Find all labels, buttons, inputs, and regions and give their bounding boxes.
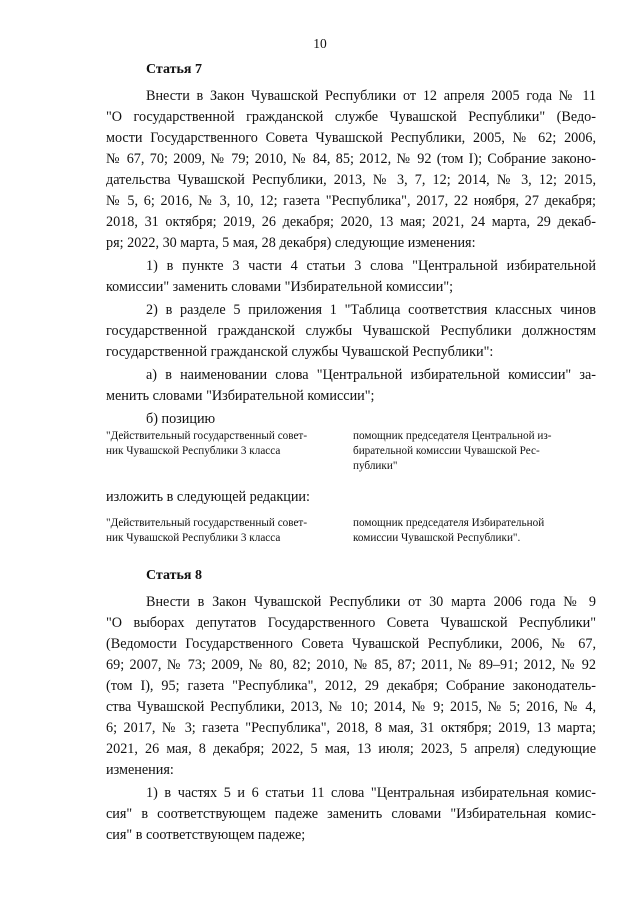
- paragraph-line: менить словами "Избирательной комиссии";: [106, 388, 375, 404]
- paragraph-line: мости Государственного Совета Чувашской Республики, 2005, № 62; 2006,: [106, 130, 596, 146]
- paragraph-line: комиссии" заменить словами "Избирательной комиссии";: [106, 279, 454, 295]
- paragraph-line: 2018, 31 октября; 2019, 26 декабря; 2020, 13 мая; 2021, 24 марта, 29 декаб-: [106, 214, 596, 230]
- paragraph-line: ства Чувашской Республики, 2013, № 10; 2014, № 9; 2015, № 5; 2016, № 4,: [106, 699, 596, 715]
- paragraph-line: дательства Чувашской Республики, 2013, № 3, 7, 12; 2014, № 3, 12; 2015,: [106, 172, 596, 188]
- paragraph-line: 1) в пункте 3 части 4 статьи 3 слова "Центральной избирательной: [146, 258, 596, 274]
- paragraph-line: (том I), 95; газета "Республика", 2012, 29 декабря; Собрание законодатель-: [106, 678, 596, 694]
- table-old-right: помощник председателя Центральной из- бирательной комиссии Чувашской Рес- публики": [353, 430, 552, 472]
- paragraph-line: "О выборах депутатов Государственного Совета Чувашской Республики": [106, 615, 596, 631]
- paragraph-line: государственной гражданской службы Чувашской Республики":: [106, 344, 494, 360]
- article-8-heading: Статья 8: [146, 568, 202, 583]
- paragraph-line: 2) в разделе 5 приложения 1 "Таблица соответствия классных чинов: [146, 302, 596, 318]
- paragraph-line: 69; 2007, № 73; 2009, № 80, 82; 2010, № 85, 87; 2011, № 89–91; 2012, № 92: [106, 657, 596, 673]
- paragraph-line: б) позицию: [146, 411, 216, 427]
- paragraph-line: 6; 2017, № 3; газета "Республика", 2018, 8 мая, 31 октября; 2019, 13 марта;: [106, 720, 596, 736]
- paragraph-line: (Ведомости Государственного Совета Чувашской Республики, 2006, № 67,: [106, 636, 596, 652]
- paragraph-line: изложить в следующей редакции:: [106, 489, 310, 505]
- paragraph-line: изменения:: [106, 762, 174, 778]
- paragraph-line: "О государственной гражданской службе Чувашской Республики" (Ведо-: [106, 109, 596, 125]
- table-new-left: "Действительный государственный совет- ник Чувашской Республики 3 класса: [106, 517, 308, 544]
- paragraph-line: государственной гражданской службы Чувашской Республики должностям: [106, 323, 596, 339]
- page-number: 10: [313, 36, 327, 51]
- paragraph-line: ря; 2022, 30 марта, 5 мая, 28 декабря) следующие изменения:: [106, 235, 476, 251]
- paragraph-line: а) в наименовании слова "Центральной избирательной комиссии" за-: [146, 367, 596, 383]
- table-old-left: "Действительный государственный совет- ник Чувашской Республики 3 класса: [106, 430, 308, 457]
- paragraph-line: 1) в частях 5 и 6 статьи 11 слова "Центральная избирательная комис-: [146, 785, 596, 801]
- paragraph-line: сия" в соответствующем падеже;: [106, 827, 306, 843]
- paragraph-line: сия" в соответствующем падеже заменить словами "Избирательная комис-: [106, 806, 596, 822]
- article-7-heading: Статья 7: [146, 62, 202, 77]
- table-new-right: помощник председателя Избирательной комиссии Чувашской Республики".: [353, 517, 545, 544]
- paragraph-line: № 5, 6; 2016, № 3, 10, 12; газета "Республика", 2017, 22 ноября, 27 декабря;: [106, 193, 596, 209]
- paragraph-line: Внести в Закон Чувашской Республики от 12 апреля 2005 года № 11: [146, 88, 596, 104]
- paragraph-line: Внести в Закон Чувашской Республики от 30 марта 2006 года № 9: [146, 594, 596, 610]
- paragraph-line: № 67, 70; 2009, № 79; 2010, № 84, 85; 2012, № 92 (том I); Собрание законо-: [106, 151, 596, 167]
- paragraph-line: 2021, 26 мая, 8 декабря; 2022, 5 мая, 13 июля; 2023, 5 апреля) следующие: [106, 741, 596, 757]
